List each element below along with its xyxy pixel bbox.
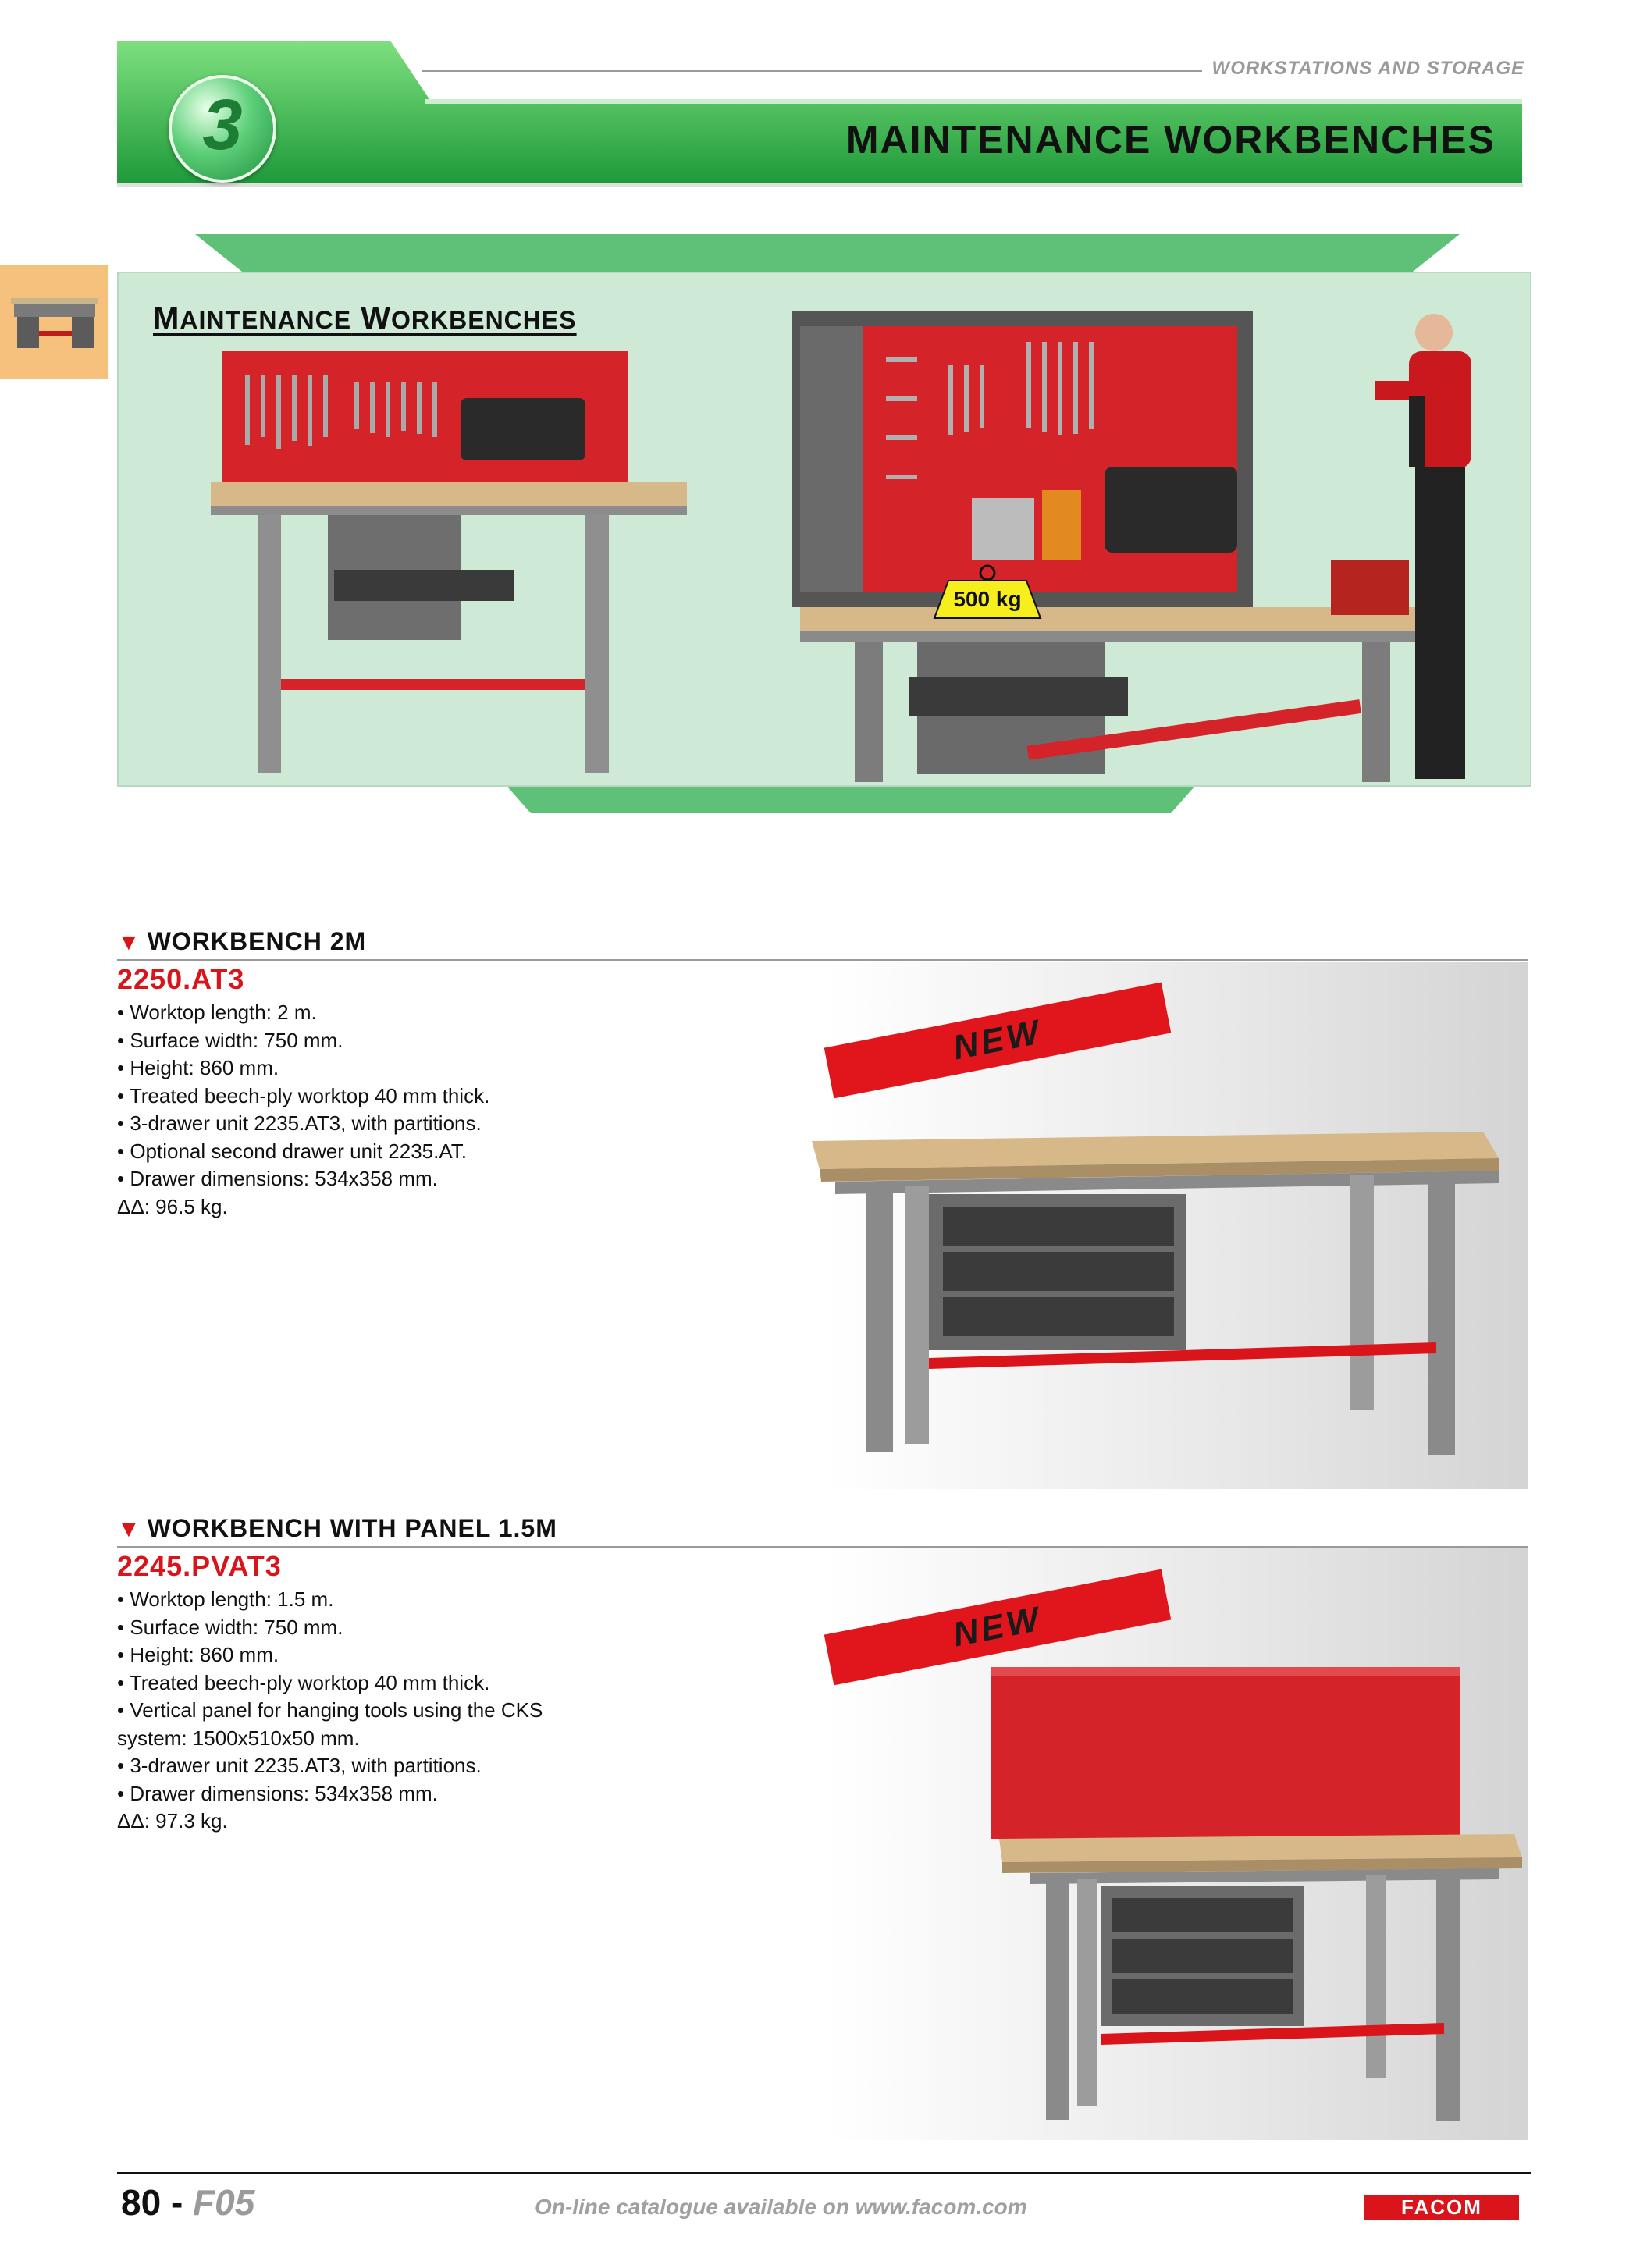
spec-line: • 3-drawer unit 2235.AT3, with partitions. — [117, 1754, 482, 1777]
side-index-tab — [0, 265, 108, 379]
product-2-name: WORKBENCH WITH PANEL 1.5M — [147, 1514, 557, 1542]
header-rule — [422, 70, 1202, 72]
product-1-new-badge: NEW — [824, 983, 1172, 1099]
product-2-weight: ΔΔ: 97.3 kg. — [117, 1809, 228, 1833]
large-workbench-with-technician-image — [792, 311, 1526, 785]
spec-line: • Height: 860 mm. — [117, 1643, 279, 1666]
spec-line: • Worktop length: 1.5 m. — [117, 1587, 334, 1611]
product-1-reference: 2250.AT3 — [117, 963, 245, 995]
workbench-2m-image — [812, 1132, 1514, 1475]
spec-line: • Drawer dimensions: 534x358 mm. — [117, 1167, 438, 1190]
workbench-with-tool-panel-image — [211, 343, 710, 780]
spec-line: • Vertical panel for hanging tools using the CKS — [117, 1698, 543, 1722]
page-code: F05 — [193, 2182, 255, 2223]
product-1-rule — [117, 959, 1528, 961]
product-2-title — [117, 1514, 557, 1543]
spec-line: • Surface width: 750 mm. — [117, 1028, 343, 1052]
section-number-badge — [169, 75, 276, 183]
red-triangle-icon: ▼ — [117, 1516, 141, 1542]
hero-bottom-band — [507, 787, 1194, 813]
red-triangle-icon: ▼ — [117, 930, 141, 955]
workbench-thumbnail-icon — [0, 265, 108, 379]
product-1-weight: ΔΔ: 96.5 kg. — [117, 1194, 228, 1218]
product-2-reference: 2245.PVAT3 — [117, 1550, 282, 1582]
page-number — [121, 2181, 254, 2224]
hero-top-band — [195, 234, 1460, 272]
hero-title-cap-1: M — [153, 301, 180, 336]
footer-rule — [117, 2172, 1531, 2174]
product-2-rule — [117, 1546, 1528, 1548]
spec-line: • Surface width: 750 mm. — [117, 1615, 343, 1639]
product-1-title — [117, 927, 366, 956]
hero-title-rest-2: ORKBENCHES — [391, 306, 577, 334]
spec-line: • Worktop length: 2 m. — [117, 1001, 317, 1024]
facom-logo: FACOM — [1364, 2195, 1519, 2220]
spec-line: • Height: 860 mm. — [117, 1056, 279, 1079]
product-2-new-badge: NEW — [824, 1569, 1172, 1686]
product-1-specs — [117, 999, 695, 1221]
load-capacity-label: 500 kg — [953, 587, 1022, 611]
page-number-value: 80 - — [121, 2182, 183, 2223]
section-subtitle: WORKSTATIONS AND STORAGE — [1211, 58, 1524, 79]
hero-title — [153, 301, 577, 336]
spec-line: • Treated beech-ply worktop 40 mm thick. — [117, 1083, 490, 1107]
spec-line: • Drawer dimensions: 534x358 mm. — [117, 1781, 438, 1805]
online-catalogue-note: On-line catalogue available on www.facom.com — [535, 2195, 1027, 2219]
hero-title-rest-1: AINTENANCE — [180, 306, 352, 334]
page-title: MAINTENANCE WORKBENCHES — [845, 118, 1496, 162]
spec-line: system: 1500x510x50 mm. — [117, 1726, 360, 1750]
workbench-with-panel-image — [984, 1667, 1530, 2135]
spec-line: • Treated beech-ply worktop 40 mm thick. — [117, 1670, 490, 1694]
product-1-name: WORKBENCH 2M — [147, 927, 367, 955]
spec-line: • 3-drawer unit 2235.AT3, with partitions. — [117, 1111, 482, 1135]
hero-title-cap-2: W — [361, 301, 391, 336]
product-2-specs — [117, 1586, 695, 1836]
section-number: 3 — [202, 85, 243, 165]
spec-line: • Optional second drawer unit 2235.AT. — [117, 1139, 467, 1163]
